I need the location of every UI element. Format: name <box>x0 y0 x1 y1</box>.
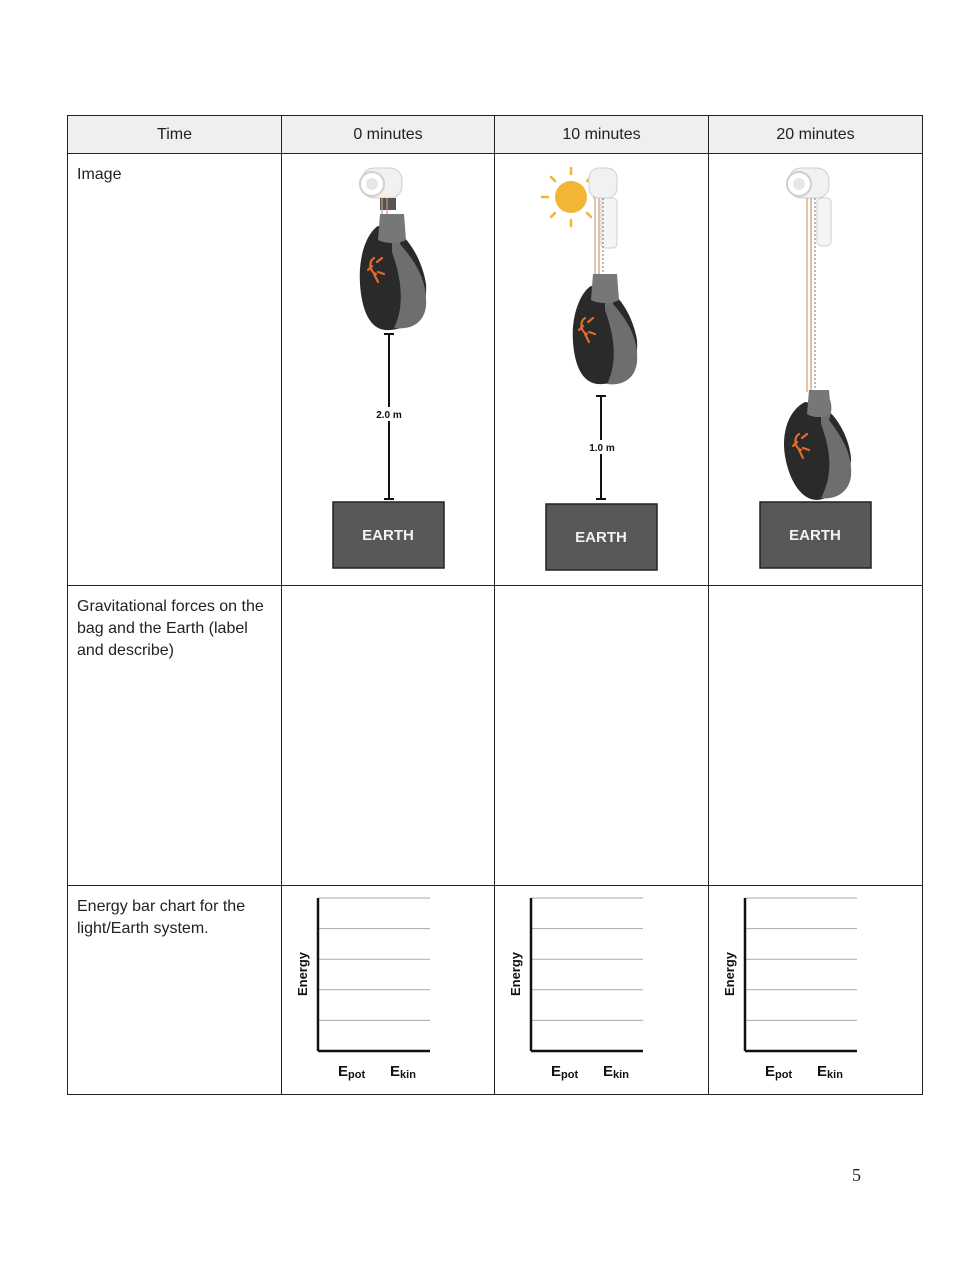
image-0-minutes <box>282 154 495 586</box>
energy-bar-chart <box>282 886 494 1091</box>
bar-label-pot: Epot <box>551 1062 579 1081</box>
header-10-minutes: 10 minutes <box>495 116 709 154</box>
bag-illustration-10 <box>495 154 708 584</box>
bag-illustration-0 <box>282 154 494 584</box>
forces-answer-10[interactable] <box>495 586 709 885</box>
pulley-icon <box>787 168 831 392</box>
page-number: 5 <box>852 1165 861 1185</box>
earth-label: EARTH <box>575 529 627 547</box>
pulley-icon <box>589 168 617 282</box>
header-time: Time <box>68 116 282 154</box>
energy-chart-10[interactable] <box>495 885 709 1094</box>
y-axis-label: Energy <box>508 951 523 996</box>
distance-label: 2.0 m <box>376 410 402 422</box>
energy-chart-0[interactable] <box>282 885 495 1094</box>
row-label-image: Image <box>68 154 282 586</box>
row-label-forces: Gravitational forces on the bag and the Earth (label and describe) <box>68 586 282 885</box>
earth-label: EARTH <box>362 527 414 545</box>
bar-label-pot: Epot <box>765 1062 793 1081</box>
bag-icon <box>573 274 637 384</box>
forces-answer-20[interactable] <box>709 586 923 885</box>
earth-label: EARTH <box>789 527 841 545</box>
header-20-minutes: 20 minutes <box>709 116 923 154</box>
energy-bar-chart <box>709 886 921 1091</box>
bag-icon <box>784 390 851 500</box>
energy-chart-20[interactable] <box>709 885 923 1094</box>
row-label-energy: Energy bar chart for the light/Earth system. <box>68 885 282 1094</box>
image-10-minutes <box>495 154 709 586</box>
y-axis-label: Energy <box>722 951 737 996</box>
bar-label-kin: Ekin <box>817 1062 843 1081</box>
bag-icon <box>360 214 426 330</box>
image-20-minutes <box>709 154 923 586</box>
distance-label: 1.0 m <box>589 443 615 455</box>
y-axis-label: Energy <box>295 951 310 996</box>
bar-label-pot: Epot <box>338 1062 366 1081</box>
energy-bar-chart <box>495 886 708 1091</box>
header-0-minutes: 0 minutes <box>282 116 495 154</box>
bag-illustration-20 <box>709 154 921 584</box>
worksheet-table <box>67 115 923 1095</box>
bar-label-kin: Ekin <box>603 1062 629 1081</box>
forces-answer-0[interactable] <box>282 586 495 885</box>
bar-label-kin: Ekin <box>390 1062 416 1081</box>
